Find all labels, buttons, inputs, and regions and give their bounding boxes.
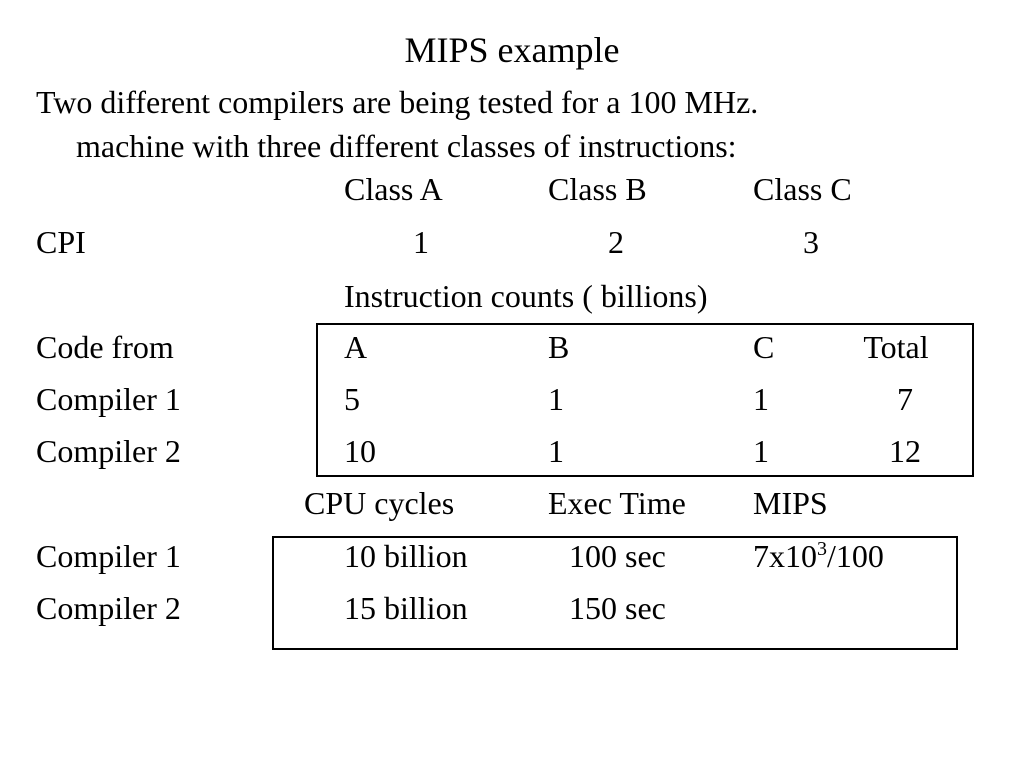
cpi-row-label: CPI <box>36 224 86 260</box>
count-row-1-b: 1 <box>548 381 564 417</box>
perf-row-1-mips <box>753 540 884 572</box>
cpi-header-class-c: Class C <box>753 171 852 207</box>
count-row-1-a: 5 <box>344 381 360 417</box>
intro-line-1: Two different compilers are being tested for a 100 MHz. <box>36 84 759 120</box>
count-row-1-label: Compiler 1 <box>36 381 181 417</box>
count-row-2-total: 12 <box>889 433 921 469</box>
cpi-header-class-b: Class B <box>548 171 647 207</box>
perf-row-1-exec-time: 100 sec <box>569 538 666 574</box>
count-row-2-b: 1 <box>548 433 564 469</box>
count-row-2-a: 10 <box>344 433 376 469</box>
count-row-1-c: 1 <box>753 381 769 417</box>
perf-row-2-exec-time: 150 sec <box>569 590 666 626</box>
perf-row-2-cycles: 15 billion <box>344 590 468 626</box>
count-header-a: A <box>344 329 368 365</box>
instruction-counts-caption: Instruction counts ( billions) <box>344 278 708 314</box>
code-from-label: Code from <box>36 329 174 365</box>
perf-header-exec-time: Exec Time <box>548 485 686 521</box>
perf-row-2-label: Compiler 2 <box>36 590 181 626</box>
mips-tail: /100 <box>827 538 884 574</box>
mips-exponent: 3 <box>817 538 827 560</box>
count-row-1-total: 7 <box>897 381 913 417</box>
cpi-header-class-a: Class A <box>344 171 443 207</box>
mips-base: 7x10 <box>753 538 817 574</box>
perf-row-1-label: Compiler 1 <box>36 538 181 574</box>
slide-title: MIPS example <box>404 30 620 70</box>
count-row-2-label: Compiler 2 <box>36 433 181 469</box>
cpi-value-class-c: 3 <box>803 224 819 260</box>
intro-line-2: machine with three different classes of instructions: <box>76 128 737 164</box>
count-row-2-c: 1 <box>753 433 769 469</box>
cpi-value-class-a: 1 <box>413 224 429 260</box>
cpi-value-class-b: 2 <box>608 224 624 260</box>
count-header-total: Total <box>863 329 929 365</box>
perf-row-1-cycles: 10 billion <box>344 538 468 574</box>
perf-header-mips: MIPS <box>753 485 828 521</box>
count-header-b: B <box>548 329 570 365</box>
perf-header-cpu-cycles: CPU cycles <box>304 485 455 521</box>
count-header-c: C <box>753 329 775 365</box>
